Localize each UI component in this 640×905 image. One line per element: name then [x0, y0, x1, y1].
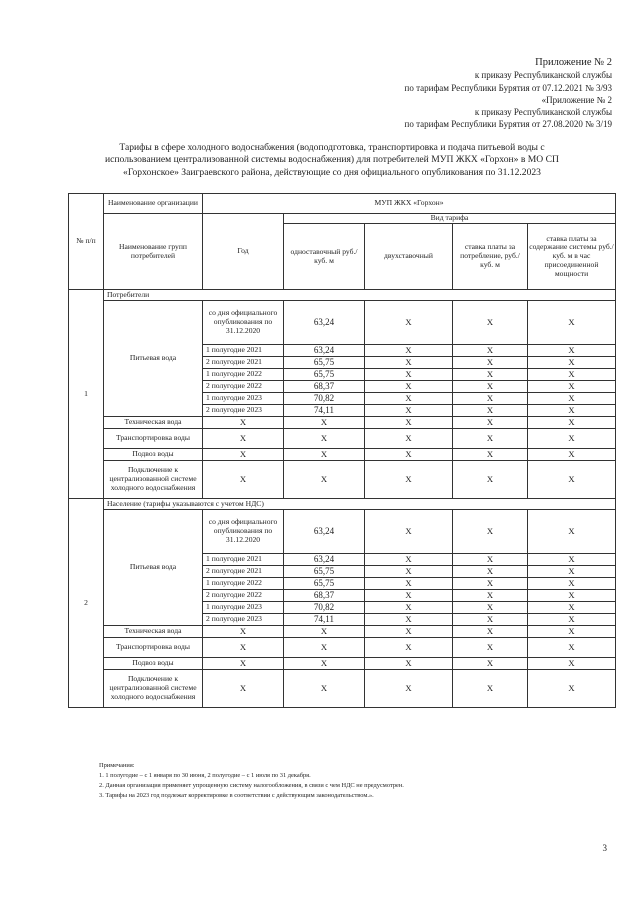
- x-mark: X: [528, 417, 616, 429]
- header-org: Наименование организации: [104, 194, 203, 214]
- row-number: 2: [69, 499, 104, 708]
- x-mark: X: [528, 449, 616, 461]
- x-mark: X: [365, 393, 453, 405]
- appendix-label: Приложение № 2: [535, 57, 612, 68]
- x-mark: X: [365, 602, 453, 614]
- x-mark: X: [528, 405, 616, 417]
- header-line: по тарифам Республики Бурятия от 07.12.2021 № 3/93: [404, 82, 612, 93]
- x-mark: X: [453, 429, 528, 449]
- single-rate-value: 68,37: [284, 590, 365, 602]
- x-mark: X: [528, 345, 616, 357]
- x-mark: X: [203, 461, 284, 499]
- x-mark: X: [528, 429, 616, 449]
- group-name: Техническая вода: [104, 626, 203, 638]
- group-name: Техническая вода: [104, 417, 203, 429]
- x-mark: X: [284, 670, 365, 708]
- x-mark: X: [528, 510, 616, 554]
- header-rate-maintenance: ставка платы за содержание системы руб./куб. м в час присоединенной мощности: [528, 224, 616, 290]
- x-mark: X: [528, 614, 616, 626]
- period-cell: 1 полугодие 2023: [203, 393, 284, 405]
- x-mark: X: [453, 566, 528, 578]
- header-line: к приказу Республиканской службы: [474, 70, 612, 81]
- group-name: Подвоз воды: [104, 658, 203, 670]
- x-mark: X: [453, 357, 528, 369]
- group-name: Транспортировка воды: [104, 638, 203, 658]
- single-rate-value: 74,11: [284, 405, 365, 417]
- group-name: Подключение к централизованной системе холодного водоснабжения: [104, 670, 203, 708]
- period-cell: 1 полугодие 2021: [203, 345, 284, 357]
- x-mark: X: [365, 554, 453, 566]
- x-mark: X: [284, 626, 365, 638]
- single-rate-value: 70,82: [284, 393, 365, 405]
- section-title: Население (тарифы указываются с учетом НДС): [104, 499, 616, 510]
- title-line: использованием централизованной системы водоснабжения) для потребителей МУП ЖКХ «Горхон» в МО СП: [105, 154, 559, 166]
- header-double-rate: двухставочный: [365, 224, 453, 290]
- x-mark: X: [203, 449, 284, 461]
- x-mark: X: [284, 461, 365, 499]
- header-line: к приказу Республиканской службы: [474, 107, 612, 118]
- group-name: Подключение к централизованной системе холодного водоснабжения: [104, 461, 203, 499]
- single-rate-value: 63,24: [284, 301, 365, 345]
- period-cell: 2 полугодие 2021: [203, 357, 284, 369]
- x-mark: X: [453, 626, 528, 638]
- tariff-table: [68, 193, 616, 708]
- x-mark: X: [203, 638, 284, 658]
- x-mark: X: [528, 357, 616, 369]
- x-mark: X: [453, 369, 528, 381]
- section-title: Потребители: [104, 290, 616, 301]
- period-cell: 1 полугодие 2023: [203, 602, 284, 614]
- x-mark: X: [528, 369, 616, 381]
- x-mark: X: [528, 566, 616, 578]
- row-number: 1: [69, 290, 104, 499]
- document-title: [62, 142, 602, 179]
- header-num: № п/п: [69, 194, 104, 290]
- group-name: Подвоз воды: [104, 449, 203, 461]
- x-mark: X: [203, 417, 284, 429]
- note-item: 1. 1 полугодие – с 1 января по 30 июня, 2 полугодие – с 1 июля по 31 декабря.: [99, 772, 311, 779]
- x-mark: X: [453, 614, 528, 626]
- x-mark: X: [453, 381, 528, 393]
- period-cell: 2 полугодие 2022: [203, 590, 284, 602]
- x-mark: X: [528, 590, 616, 602]
- x-mark: X: [365, 658, 453, 670]
- single-rate-value: 65,75: [284, 357, 365, 369]
- header-single-rate: одноставочный руб./ куб. м: [284, 224, 365, 290]
- x-mark: X: [453, 602, 528, 614]
- period-cell: 2 полугодие 2023: [203, 614, 284, 626]
- x-mark: X: [365, 626, 453, 638]
- header-line: по тарифам Республики Бурятия от 27.08.2020 № 3/19: [404, 119, 612, 130]
- x-mark: X: [203, 429, 284, 449]
- header-rate-consumption: ставка платы за потребление, руб./ куб. м: [453, 224, 528, 290]
- title-line: «Горхонское» Заиграевского района, действующие со дня официального опубликования по 31.12.2023: [123, 166, 541, 178]
- x-mark: X: [365, 345, 453, 357]
- x-mark: X: [453, 417, 528, 429]
- group-name: Транспортировка воды: [104, 429, 203, 449]
- period-cell: 2 полугодие 2022: [203, 381, 284, 393]
- header-group: Наименование групп потребителей: [104, 214, 203, 290]
- period-cell: 2 полугодие 2021: [203, 566, 284, 578]
- x-mark: X: [365, 670, 453, 708]
- title-line: Тарифы в сфере холодного водоснабжения (водоподготовка, транспортировка и подача питьевой воды с: [119, 142, 545, 153]
- notes-title: Примечания:: [99, 762, 135, 769]
- x-mark: X: [528, 602, 616, 614]
- period-cell: 2 полугодие 2023: [203, 405, 284, 417]
- x-mark: X: [365, 461, 453, 499]
- x-mark: X: [453, 578, 528, 590]
- x-mark: X: [528, 638, 616, 658]
- single-rate-value: 74,11: [284, 614, 365, 626]
- x-mark: X: [365, 357, 453, 369]
- x-mark: X: [365, 638, 453, 658]
- header-year: Год: [203, 214, 284, 290]
- x-mark: X: [528, 670, 616, 708]
- single-rate-value: 68,37: [284, 381, 365, 393]
- x-mark: X: [453, 670, 528, 708]
- period-cell: со дня официального опубликования по 31.12.2020: [203, 301, 284, 345]
- x-mark: X: [365, 566, 453, 578]
- x-mark: X: [528, 658, 616, 670]
- period-cell: 1 полугодие 2021: [203, 554, 284, 566]
- x-mark: X: [365, 449, 453, 461]
- x-mark: X: [528, 381, 616, 393]
- single-rate-value: 65,75: [284, 578, 365, 590]
- x-mark: X: [453, 405, 528, 417]
- x-mark: X: [365, 510, 453, 554]
- x-mark: X: [453, 461, 528, 499]
- org-name: МУП ЖКХ «Горхон»: [203, 194, 616, 214]
- x-mark: X: [453, 554, 528, 566]
- x-mark: X: [203, 670, 284, 708]
- single-rate-value: 63,24: [284, 554, 365, 566]
- x-mark: X: [453, 658, 528, 670]
- single-rate-value: 63,24: [284, 510, 365, 554]
- x-mark: X: [453, 590, 528, 602]
- x-mark: X: [453, 449, 528, 461]
- x-mark: X: [453, 393, 528, 405]
- group-drinking-water: Питьевая вода: [104, 510, 203, 626]
- x-mark: X: [528, 461, 616, 499]
- x-mark: X: [453, 638, 528, 658]
- page-number: 3: [602, 843, 607, 853]
- x-mark: X: [203, 658, 284, 670]
- period-cell: со дня официального опубликования по 31.12.2020: [203, 510, 284, 554]
- x-mark: X: [365, 614, 453, 626]
- note-item: 2. Данная организация применяет упрощенную систему налогообложения, в связи с чем НДС не предусмотрен.: [99, 782, 404, 789]
- x-mark: X: [453, 301, 528, 345]
- x-mark: X: [528, 578, 616, 590]
- x-mark: X: [284, 449, 365, 461]
- x-mark: X: [365, 590, 453, 602]
- x-mark: X: [284, 638, 365, 658]
- document-header: [405, 57, 612, 131]
- x-mark: X: [365, 381, 453, 393]
- header-kind: Вид тарифа: [284, 214, 616, 224]
- single-rate-value: 65,75: [284, 566, 365, 578]
- x-mark: X: [453, 510, 528, 554]
- note-item: 3. Тарифы на 2023 год подлежат корректировке в соответствии с действующим законодательством.».: [99, 792, 374, 799]
- single-rate-value: 70,82: [284, 602, 365, 614]
- x-mark: X: [528, 393, 616, 405]
- x-mark: X: [203, 626, 284, 638]
- x-mark: X: [528, 301, 616, 345]
- group-drinking-water: Питьевая вода: [104, 301, 203, 417]
- x-mark: X: [453, 345, 528, 357]
- period-cell: 1 полугодие 2022: [203, 578, 284, 590]
- x-mark: X: [528, 626, 616, 638]
- header-line: «Приложение № 2: [541, 94, 612, 105]
- x-mark: X: [528, 554, 616, 566]
- x-mark: X: [365, 578, 453, 590]
- single-rate-value: 63,24: [284, 345, 365, 357]
- x-mark: X: [284, 429, 365, 449]
- x-mark: X: [365, 405, 453, 417]
- x-mark: X: [365, 429, 453, 449]
- x-mark: X: [284, 658, 365, 670]
- x-mark: X: [365, 417, 453, 429]
- x-mark: X: [365, 301, 453, 345]
- x-mark: X: [284, 417, 365, 429]
- notes: [99, 761, 404, 801]
- x-mark: X: [365, 369, 453, 381]
- period-cell: 1 полугодие 2022: [203, 369, 284, 381]
- single-rate-value: 65,75: [284, 369, 365, 381]
